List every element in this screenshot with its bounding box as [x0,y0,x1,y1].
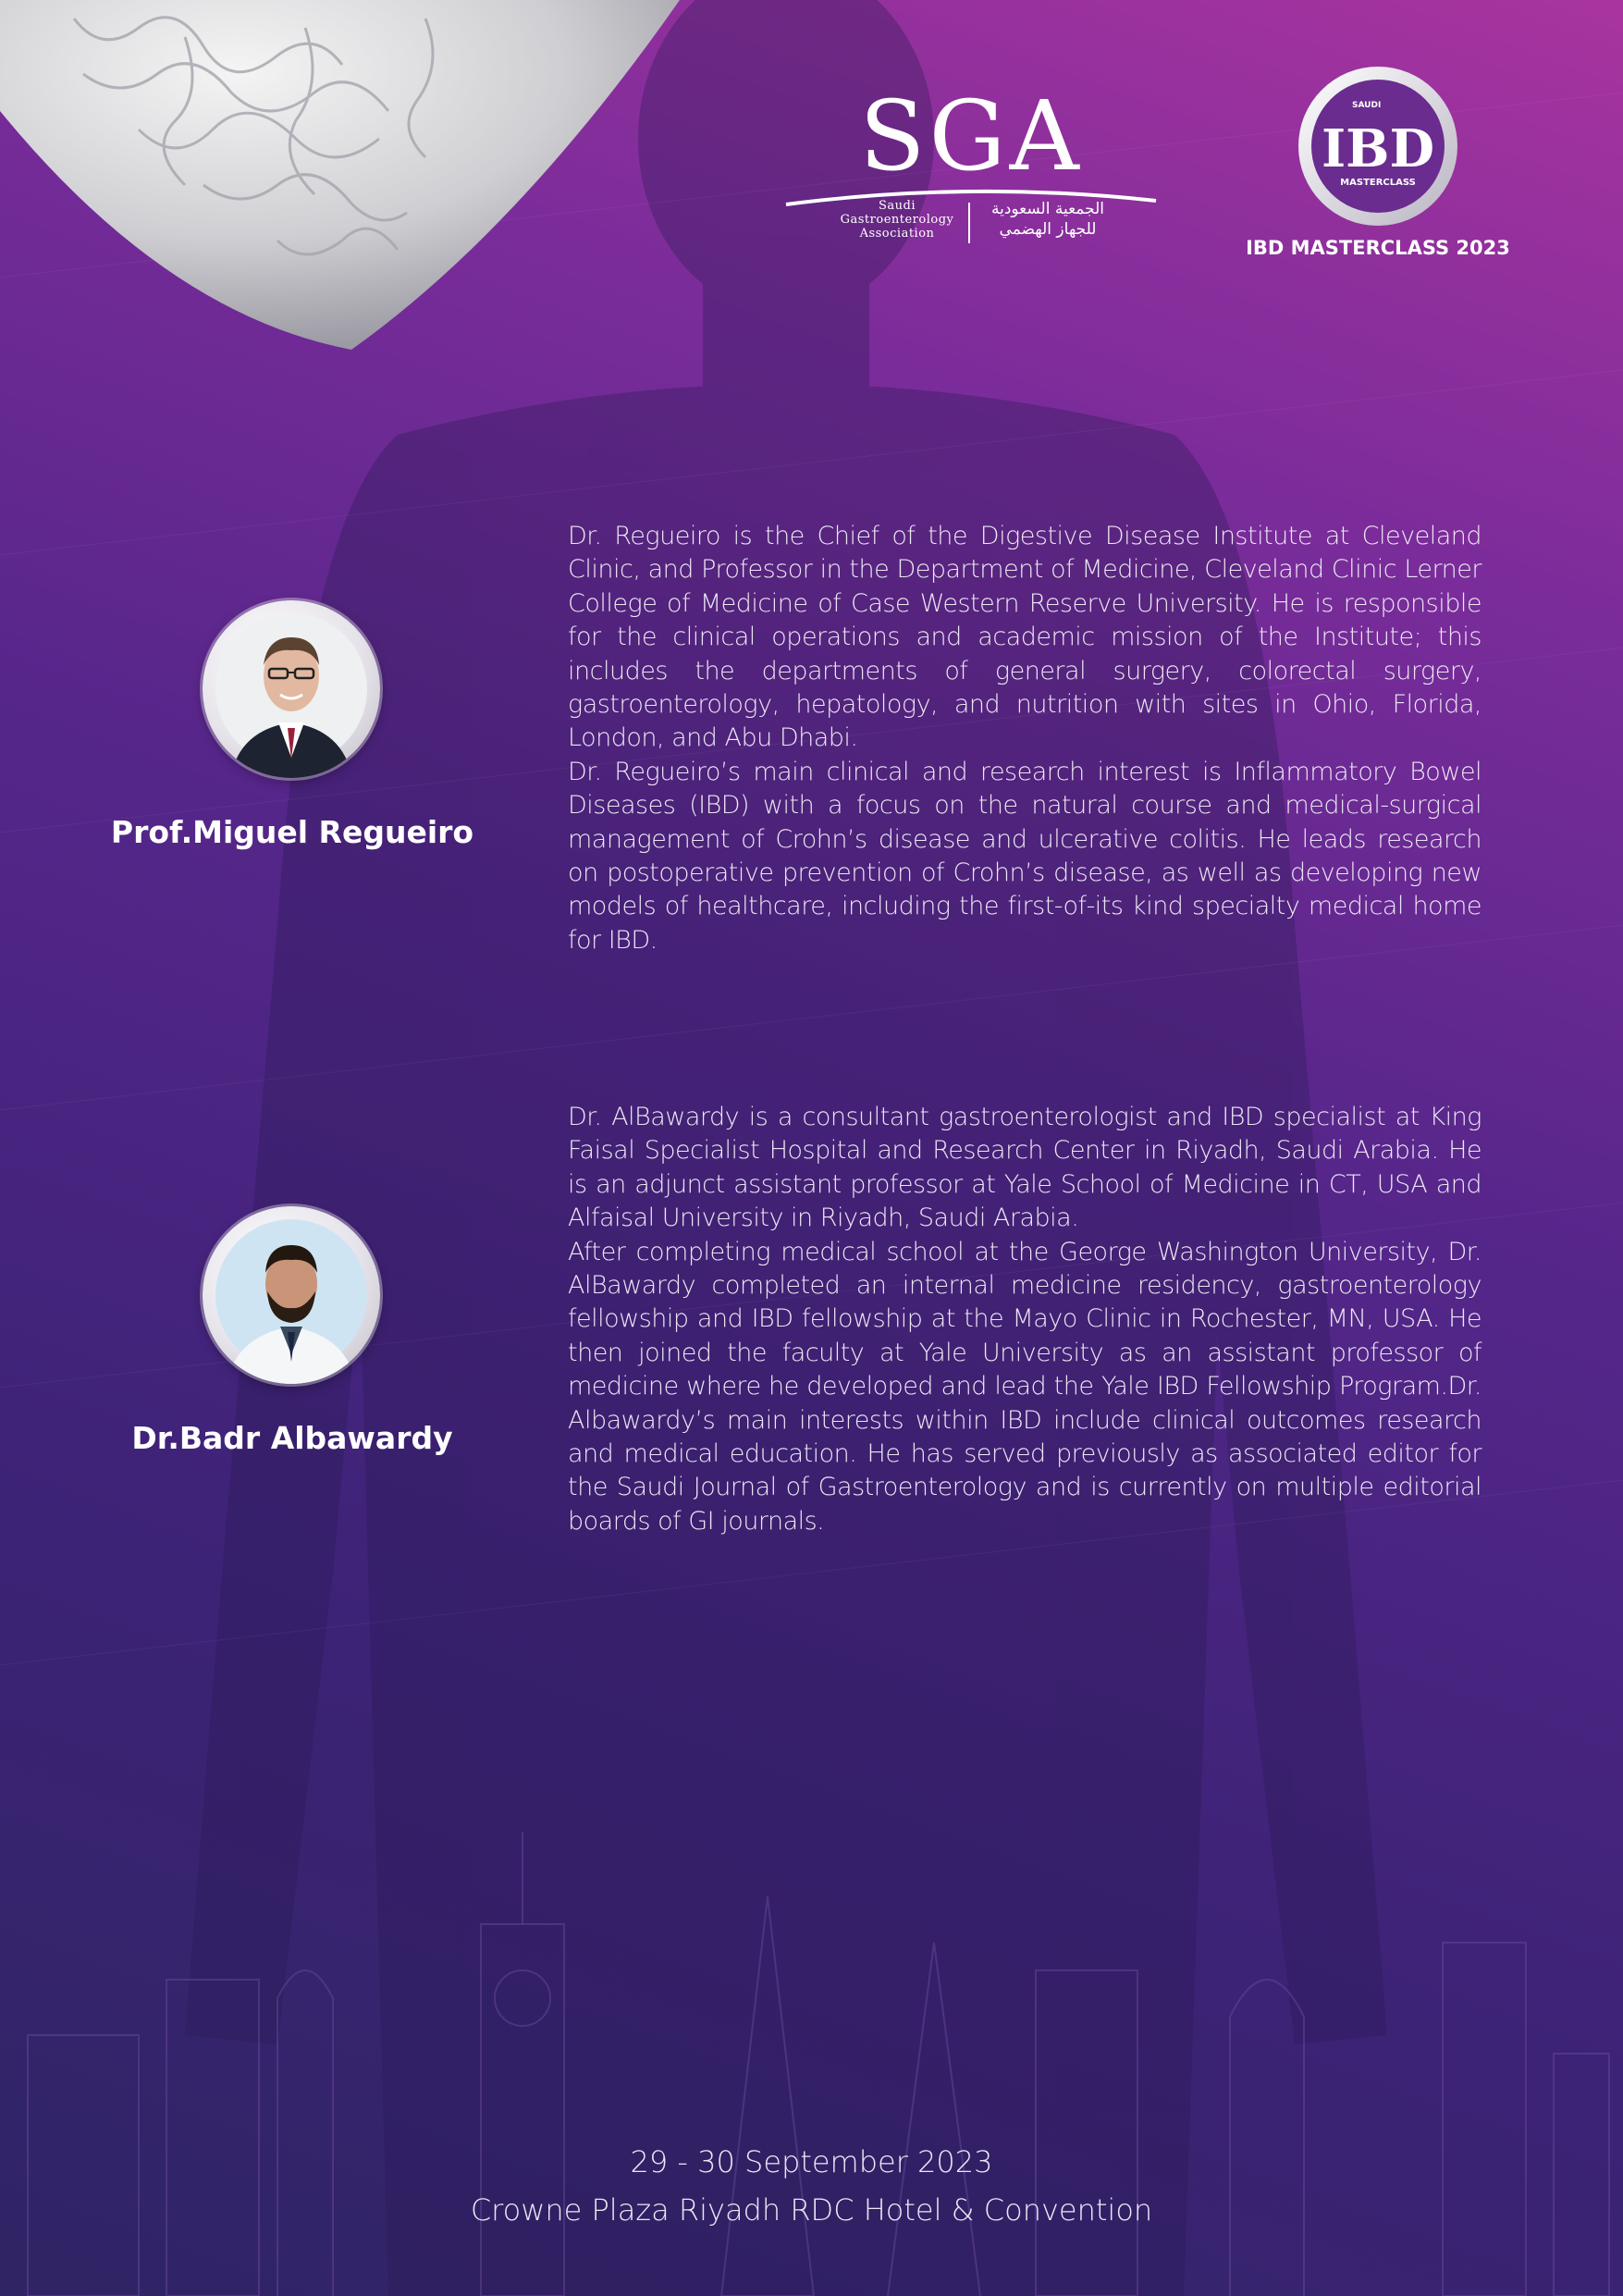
intestine-graphic [0,0,684,352]
sga-logo-letters: SGA [859,80,1083,192]
ibd-badge-letters: IBD [1321,118,1435,179]
speaker-name-regueiro: Prof.Miguel Regueiro [110,814,474,850]
sga-logo [777,80,1165,254]
speaker-photo-regueiro [203,600,380,778]
portrait-avatar-icon [203,1206,380,1384]
portrait-avatar-icon [203,600,380,778]
ibd-badge-top-text: SAUDI [1352,101,1382,110]
speaker-photo-albawardy [203,1206,380,1384]
sga-arabic-name: الجمعية السعودية للجهاز الهضمي [990,200,1105,239]
speaker-bio-albawardy [568,1101,1482,1538]
event-venue: Crowne Plaza Riyadh RDC Hotel & Convention [470,2192,1153,2228]
bio-paragraph: After completing medical school at the George Washington University, Dr. AlBawardy completed an internal medicine residency, gastroenterology fellowship and IBD fellowship at the Mayo Clinic in Rochester, MN, USA. He then joined the faculty at Yale University as an assistant professor of medicine where he developed and lead the Yale IBD Fellowship Program.Dr. Albawardy’s main interests within IBD include clinical outcomes research and medical education. He has served previously as associated editor for the Saudi Journal of Gastroenterology and is currently on multiple editorial boards of GI journals. [568,1237,1482,1536]
bio-paragraph: Dr. AlBawardy is a consultant gastroenterologist and IBD specialist at King Faisal Specialist Hospital and Research Center in Riyadh, Saudi Arabia. He is an adjunct assistant professor at Yale School of Medicine in CT, USA and Alfaisal University in Riyadh, Saudi Arabia. [568,1103,1482,1233]
ibd-badge-bottom-text: MASTERCLASS [1340,178,1416,188]
event-date: 29 - 30 September 2023 [630,2144,993,2179]
ibd-masterclass-badge [1295,63,1461,229]
ibd-masterclass-title: IBD MASTERCLASS 2023 [1246,237,1510,259]
sga-divider [968,203,970,243]
bio-paragraph: Dr. Regueiro’s main clinical and research interest is Inflammatory Bowel Diseases (IBD) with a focus on the natural course and medical-surgical management of Crohn’s disease and ulcerative colitis. He leads research on postoperative prevention of Crohn’s disease, as well as developing new models of healthcare, including the first-of-its kind specialty medical home for IBD. [568,757,1482,955]
speaker-bio-regueiro [568,520,1482,957]
sga-english-name: Saudi Gastroenterology Association [840,199,954,241]
bio-paragraph: Dr. Regueiro is the Chief of the Digestive Disease Institute at Cleveland Clinic, and Professor in the Department of Medicine, Cleveland Clinic Lerner College of Medicine of Case Western Reserve University. He is responsible for the clinical operations and academic mission of the Institute; this includes the departments of general surgery, colorectal surgery, gastroenterology, hepatology, and nutrition with sites in Ohio, Florida, London, and Abu Dhabi. [568,522,1482,753]
speaker-name-albawardy: Dr.Badr Albawardy [131,1420,453,1456]
